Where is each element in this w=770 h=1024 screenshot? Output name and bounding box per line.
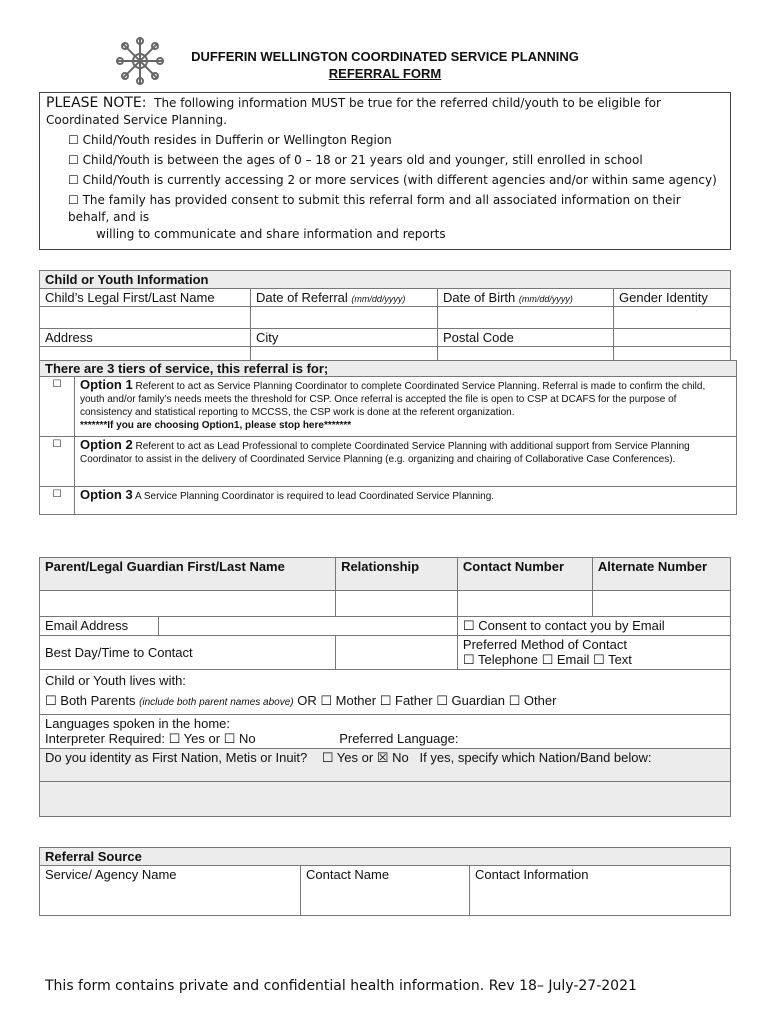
alternate-number-field[interactable]	[592, 591, 730, 617]
alternate-number-label: Alternate Number	[592, 558, 730, 591]
parent-name-label: Parent/Legal Guardian First/Last Name	[40, 558, 336, 591]
interpreter-no-checkbox[interactable]: ☐	[223, 732, 236, 747]
option2-row: Option 2 Referent to act as Lead Professional to complete Coordinated Service Planning with additional support from Service Planning Coordinator to assist in the delivery of Coordinated Service Planning (e.g. organizing and chairing of Collaborative Case Conferences).	[75, 437, 737, 487]
eligibility-note	[39, 92, 731, 250]
consent-checkbox: ☐	[462, 619, 475, 634]
blank-cell	[614, 329, 731, 347]
email-consent[interactable]: ☐ Consent to contact you by Email	[457, 617, 730, 636]
contact-info-field[interactable]: Contact Information	[470, 866, 731, 916]
city-label: City	[251, 329, 438, 347]
telephone-checkbox[interactable]: ☐	[462, 653, 475, 668]
best-time-field[interactable]	[336, 636, 458, 670]
note-continuation: willing to communicate and share information and reports	[96, 227, 446, 241]
referral-date-label: Date of Referral (mm/dd/yyyy)	[251, 289, 438, 307]
fn-no-checkbox[interactable]: ☒	[376, 751, 389, 766]
referral-heading: Referral Source	[40, 848, 731, 866]
address-label: Address	[40, 329, 251, 347]
child-name-label: Child’s Legal First/Last Name	[40, 289, 251, 307]
option2-checkbox[interactable]: ☐	[40, 437, 75, 487]
email-field[interactable]	[159, 617, 458, 636]
email-method-checkbox[interactable]: ☐	[541, 653, 554, 668]
best-time-label: Best Day/Time to Contact	[40, 636, 336, 670]
dob-label: Date of Birth (mm/dd/yyyy)	[438, 289, 614, 307]
lives-with-row: Child or Youth lives with: ☐ Both Parents (include both parent names above) OR ☐ Mother ☐ Father ☐ Guardian ☐ Other	[40, 670, 731, 715]
referral-date-field[interactable]	[251, 307, 438, 329]
relationship-field[interactable]	[336, 591, 458, 617]
first-nation-row: Do you identity as First Nation, Metis or Inuit? ☐ Yes or ☒ No If yes, specify which Nation/Band below:	[40, 749, 731, 782]
contact-number-label: Contact Number	[457, 558, 592, 591]
note-text: The following information MUST be true for the referred child/youth to be eligible for Coordinated Service Planning.	[46, 96, 661, 127]
eligibility-item[interactable]: ☐ The family has provided consent to submit this referral form and all associated information on their behalf, and is	[68, 193, 681, 224]
footer-text: This form contains private and confidential health information. Rev 18– July-27-2021	[45, 978, 637, 994]
option1-note: *******If you are choosing Option1, please stop here*******	[80, 420, 352, 431]
both-parents-checkbox[interactable]: ☐	[45, 694, 57, 709]
languages-row: Languages spoken in the home: Interpreter Required: ☐ Yes or ☐ No Preferred Language:	[40, 715, 731, 749]
preferred-method: Preferred Method of Contact ☐ Telephone ☐ Email ☐ Text	[457, 636, 730, 670]
child-info-table	[39, 270, 731, 363]
child-info-heading: Child or Youth Information	[40, 271, 731, 289]
gender-field[interactable]	[614, 307, 731, 329]
form-title	[150, 48, 620, 82]
other-checkbox[interactable]: ☐	[508, 694, 521, 709]
form-subtitle: REFERRAL FORM	[328, 66, 442, 81]
contact-number-field[interactable]	[457, 591, 592, 617]
option1-checkbox[interactable]: ☐	[40, 377, 75, 437]
parent-name-field[interactable]	[40, 591, 336, 617]
email-label: Email Address	[40, 617, 159, 636]
postal-label: Postal Code	[438, 329, 614, 347]
form-title-main: DUFFERIN WELLINGTON COORDINATED SERVICE PLANNING	[191, 49, 579, 64]
gender-label: Gender Identity	[614, 289, 731, 307]
eligibility-item[interactable]: ☐ Child/Youth is currently accessing 2 or more services (with different agencies and/or within same agency)	[68, 173, 717, 187]
option3-row: Option 3 A Service Planning Coordinator is required to lead Coordinated Service Planning.	[75, 487, 737, 515]
option1-row: Option 1 Referent to act as Service Planning Coordinator to complete Coordinated Service Planning. Referral is made to confirm the child, youth and/or family’s needs meets the threshold for CSP. Once referral is accepted the file is open to CSP at DCAFS for the purpose of consistency and statistical reporting to MCCSS, the CSP work is done at the referent organization. *******If you are choosing Option1, please stop here*******	[75, 377, 737, 437]
interpreter-yes-checkbox[interactable]: ☐	[168, 732, 181, 747]
eligibility-item[interactable]: ☐ Child/Youth is between the ages of 0 – 18 or 21 years old and younger, still enrolled in school	[68, 153, 643, 167]
option3-checkbox[interactable]: ☐	[40, 487, 75, 515]
agency-name-field[interactable]: Service/ Agency Name	[40, 866, 301, 916]
dob-field[interactable]	[438, 307, 614, 329]
contact-name-field[interactable]: Contact Name	[301, 866, 470, 916]
tiers-heading: There are 3 tiers of service, this referral is for;	[40, 361, 737, 377]
eligibility-item[interactable]: ☐ Child/Youth resides in Dufferin or Wellington Region	[68, 133, 392, 147]
service-tiers-table	[39, 360, 737, 515]
fn-yes-checkbox[interactable]: ☐	[321, 751, 334, 766]
relationship-label: Relationship	[336, 558, 458, 591]
guardian-checkbox[interactable]: ☐	[436, 694, 448, 709]
nation-band-field[interactable]	[40, 782, 731, 817]
parent-info-table	[39, 557, 731, 817]
child-name-field[interactable]	[40, 307, 251, 329]
note-lead: PLEASE NOTE:	[46, 95, 147, 111]
text-checkbox[interactable]: ☐	[593, 653, 605, 668]
mother-checkbox[interactable]: ☐	[320, 694, 333, 709]
referral-source-table	[39, 847, 731, 916]
father-checkbox[interactable]: ☐	[379, 694, 392, 709]
